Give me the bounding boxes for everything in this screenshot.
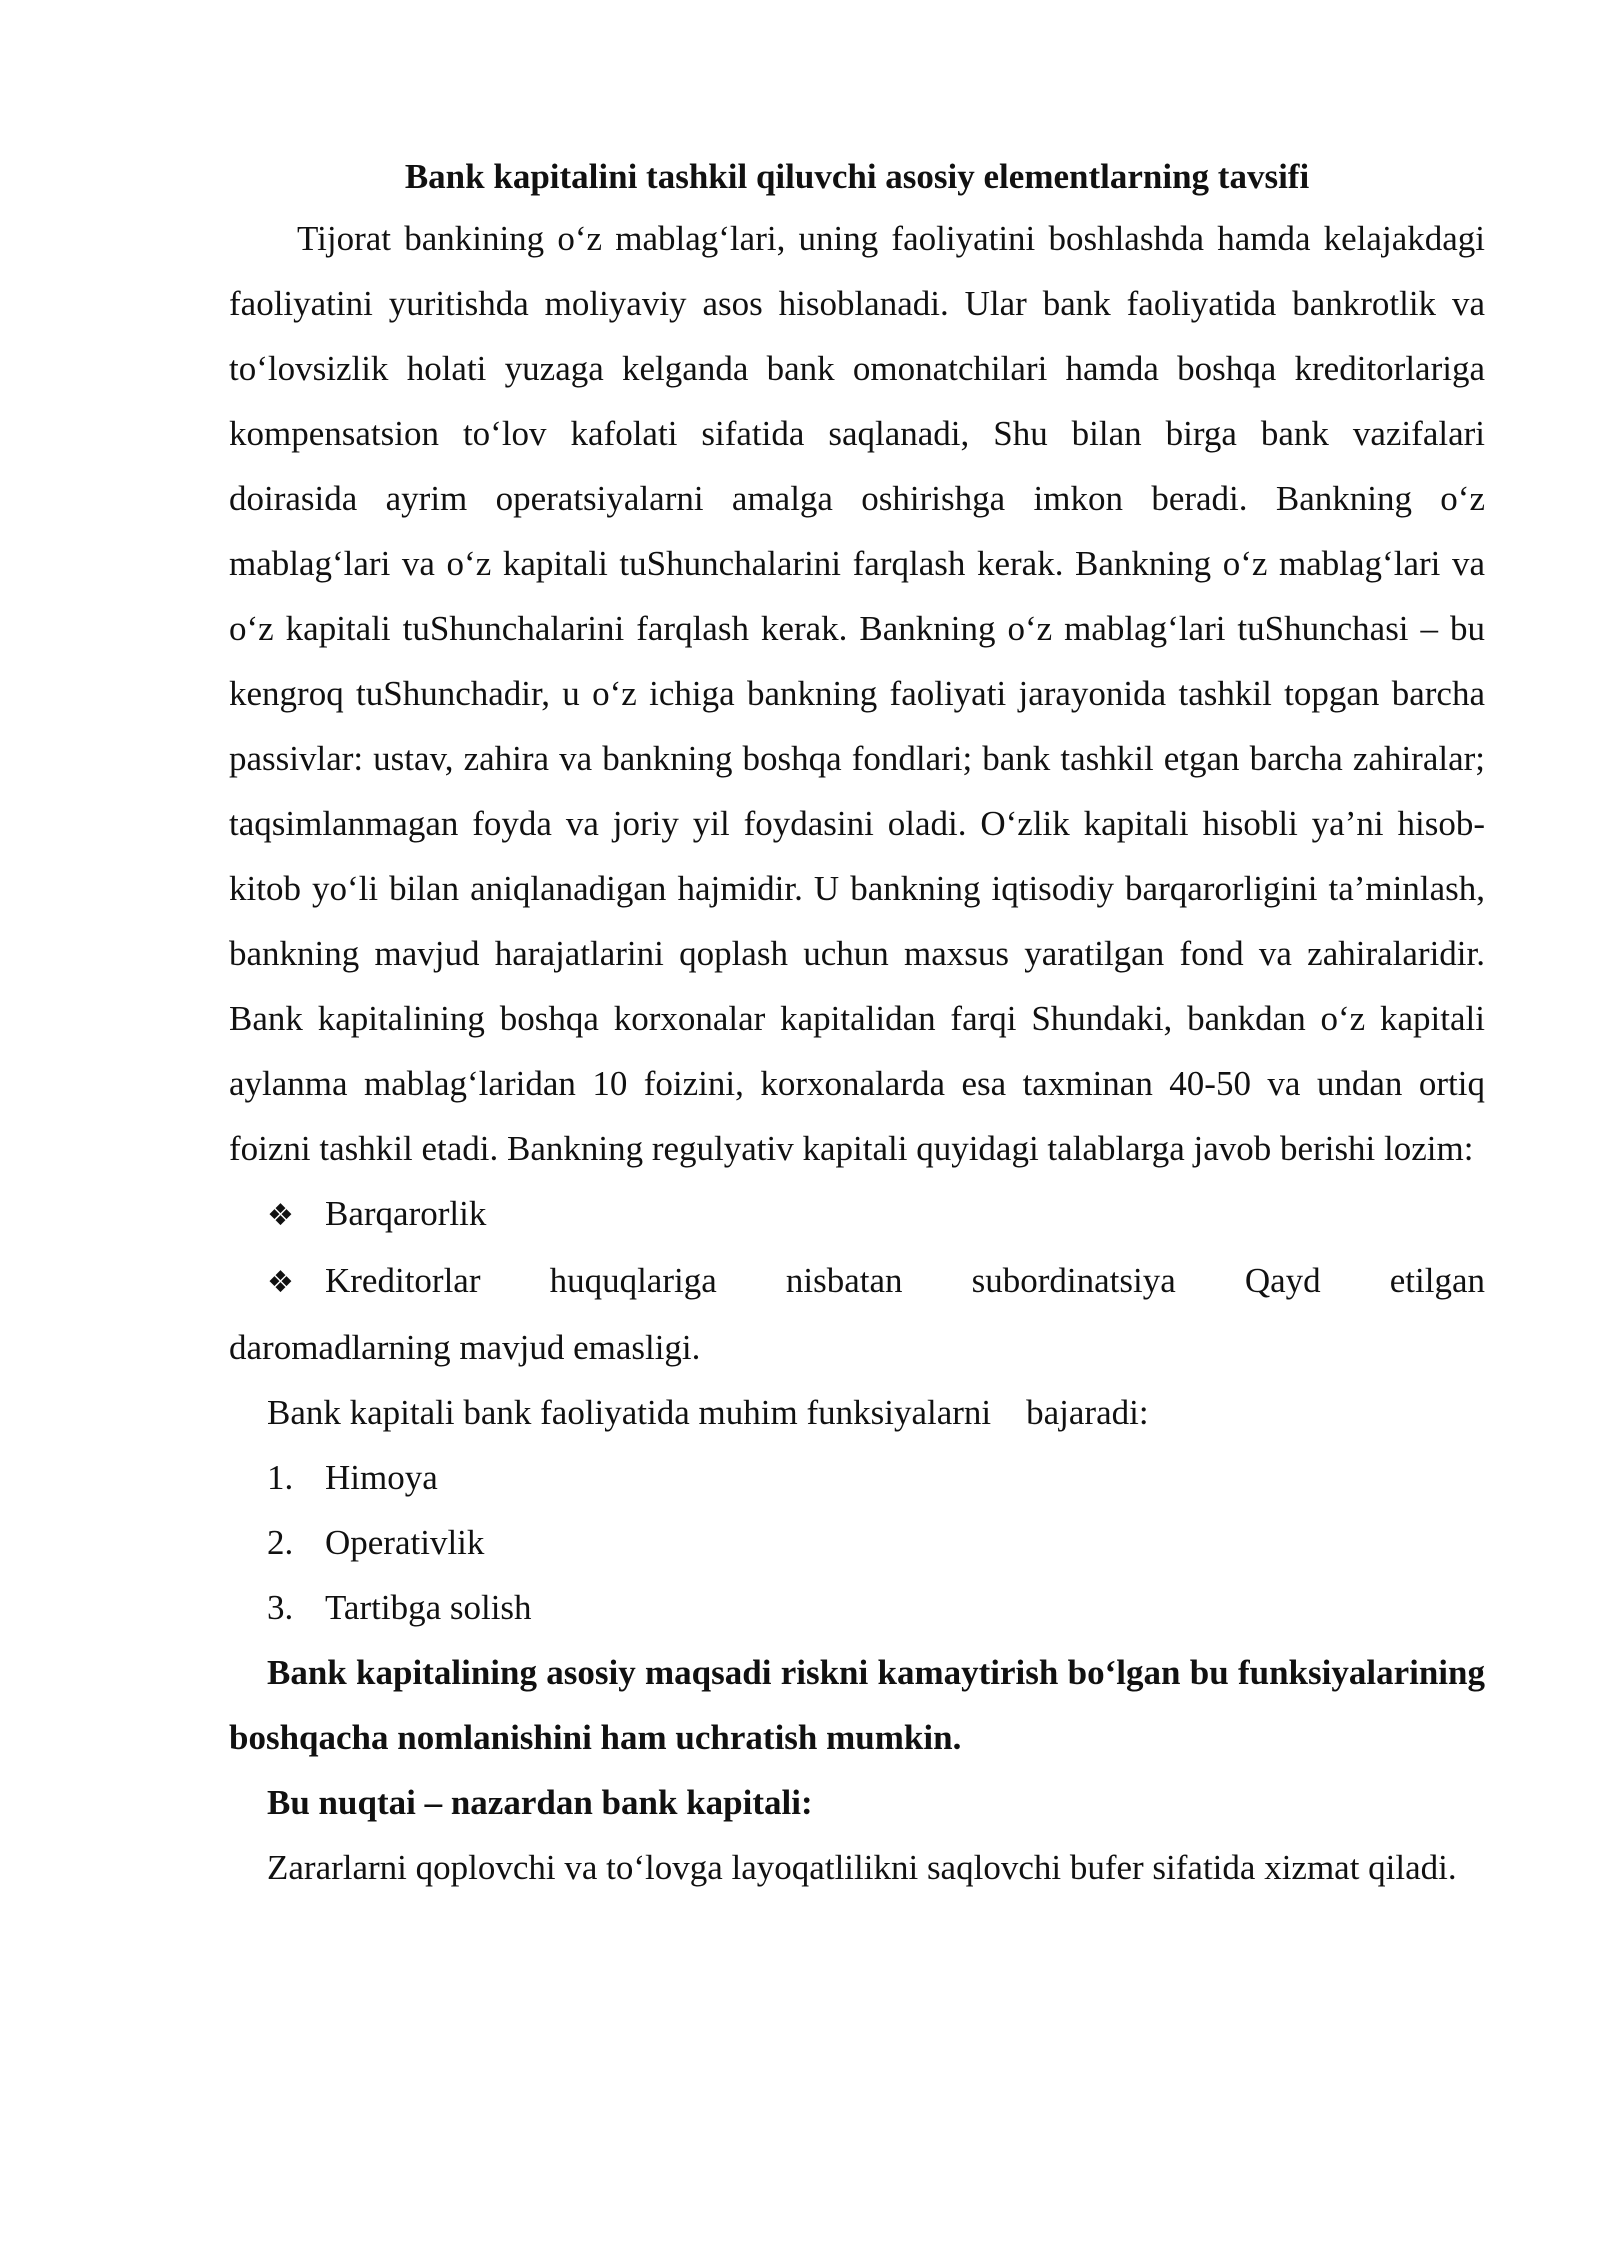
bullet-text-1: Barqarorlik	[325, 1194, 487, 1233]
intro-paragraph: Tijorat bankining o‘z mablag‘lari, uning faoliyatini boshlashda hamda kelajakdagi faoliyatini yuritishda moliyaviy asos hisoblanadi. Ular bank faoliyatida bankrotlik va to‘lovsizlik holati yuzaga kelganda bank omonatchilari hamda boshqa kreditorlariga kompensatsion to‘lov kafolati sifatida saqlanadi, Shu bilan birga bank vazifalari doirasida ayrim operatsiyalarni amalga oshirishga imkon beradi. Bankning o‘z mablag‘lari va o‘z kapitali tuShunchalarini farqlash kerak. Bankning o‘z mablag‘lari va o‘z kapitali tuShunchalarini farqlash kerak. Bankning o‘z mablag‘lari tuShunchasi – bu kengroq tuShunchadir, u o‘z ichiga bankning faoliyati jarayonida tashkil topgan barcha passivlar: ustav, zahira va bankning boshqa fondlari; bank tashkil etgan barcha zahiralar; taqsimlanmagan foyda va joriy yil foydasini oladi. O‘zlik kapitali hisobli ya’ni hisob-kitob yo‘li bilan aniqlanadigan hajmidir. U bankning iqtisodiy barqarorligini ta’minlash, bankning mavjud harajatlarini qoplash uchun maxsus yaratilgan fond va zahiralaridir. Bank kapitalining boshqa korxonalar kapitalidan farqi Shundaki, bankdan o‘z kapitali aylanma mablag‘laridan 10 foizini, korxonalarda esa taxminan 40-50 va undan ortiq foizni tashkil etadi. Bankning regulyativ kapitali quyidagi talablarga javob berishi lozim:	[229, 219, 1485, 1168]
bullet-item-2	[229, 1248, 1485, 1315]
list-number: 3.	[267, 1588, 294, 1627]
list-number: 1.	[267, 1458, 294, 1497]
bold-heading: Bu nuqtai – nazardan bank kapitali:	[267, 1783, 813, 1822]
list-number: 2.	[267, 1523, 294, 1562]
functions-intro: Bank kapitali bank faoliyatida muhim funksiyalarni bajaradi:	[267, 1393, 1149, 1432]
function-item-2	[229, 1510, 1485, 1575]
bold-paragraph: Bank kapitalining asosiy maqsadi riskni kamaytirish bo‘lgan bu funksiyalarining boshqacha nomlanishini ham uchratish mumkin.	[229, 1653, 1485, 1757]
diamond-bullet-icon: ❖	[267, 1198, 294, 1233]
diamond-bullet-icon: ❖	[267, 1265, 294, 1300]
function-item-3	[229, 1575, 1485, 1640]
bullet-text-2: Kreditorlar huquqlariga nisbatan subordinatsiya Qayd etilgan	[325, 1261, 1485, 1300]
document-title: Bank kapitalini tashkil qiluvchi asosiy elementlarning tavsifi	[404, 157, 1310, 196]
function-label: Tartibga solish	[325, 1588, 532, 1627]
function-item-1	[229, 1445, 1485, 1510]
function-label: Himoya	[325, 1458, 438, 1497]
document-page	[229, 148, 1485, 1900]
bullet-item-1	[229, 1181, 1485, 1248]
final-paragraph: Zararlarni qoplovchi va to‘lovga layoqatlilikni saqlovchi bufer sifatida xizmat qiladi.	[267, 1848, 1457, 1887]
function-label: Operativlik	[325, 1523, 485, 1562]
bullet-continuation: daromadlarning mavjud emasligi.	[229, 1328, 701, 1367]
